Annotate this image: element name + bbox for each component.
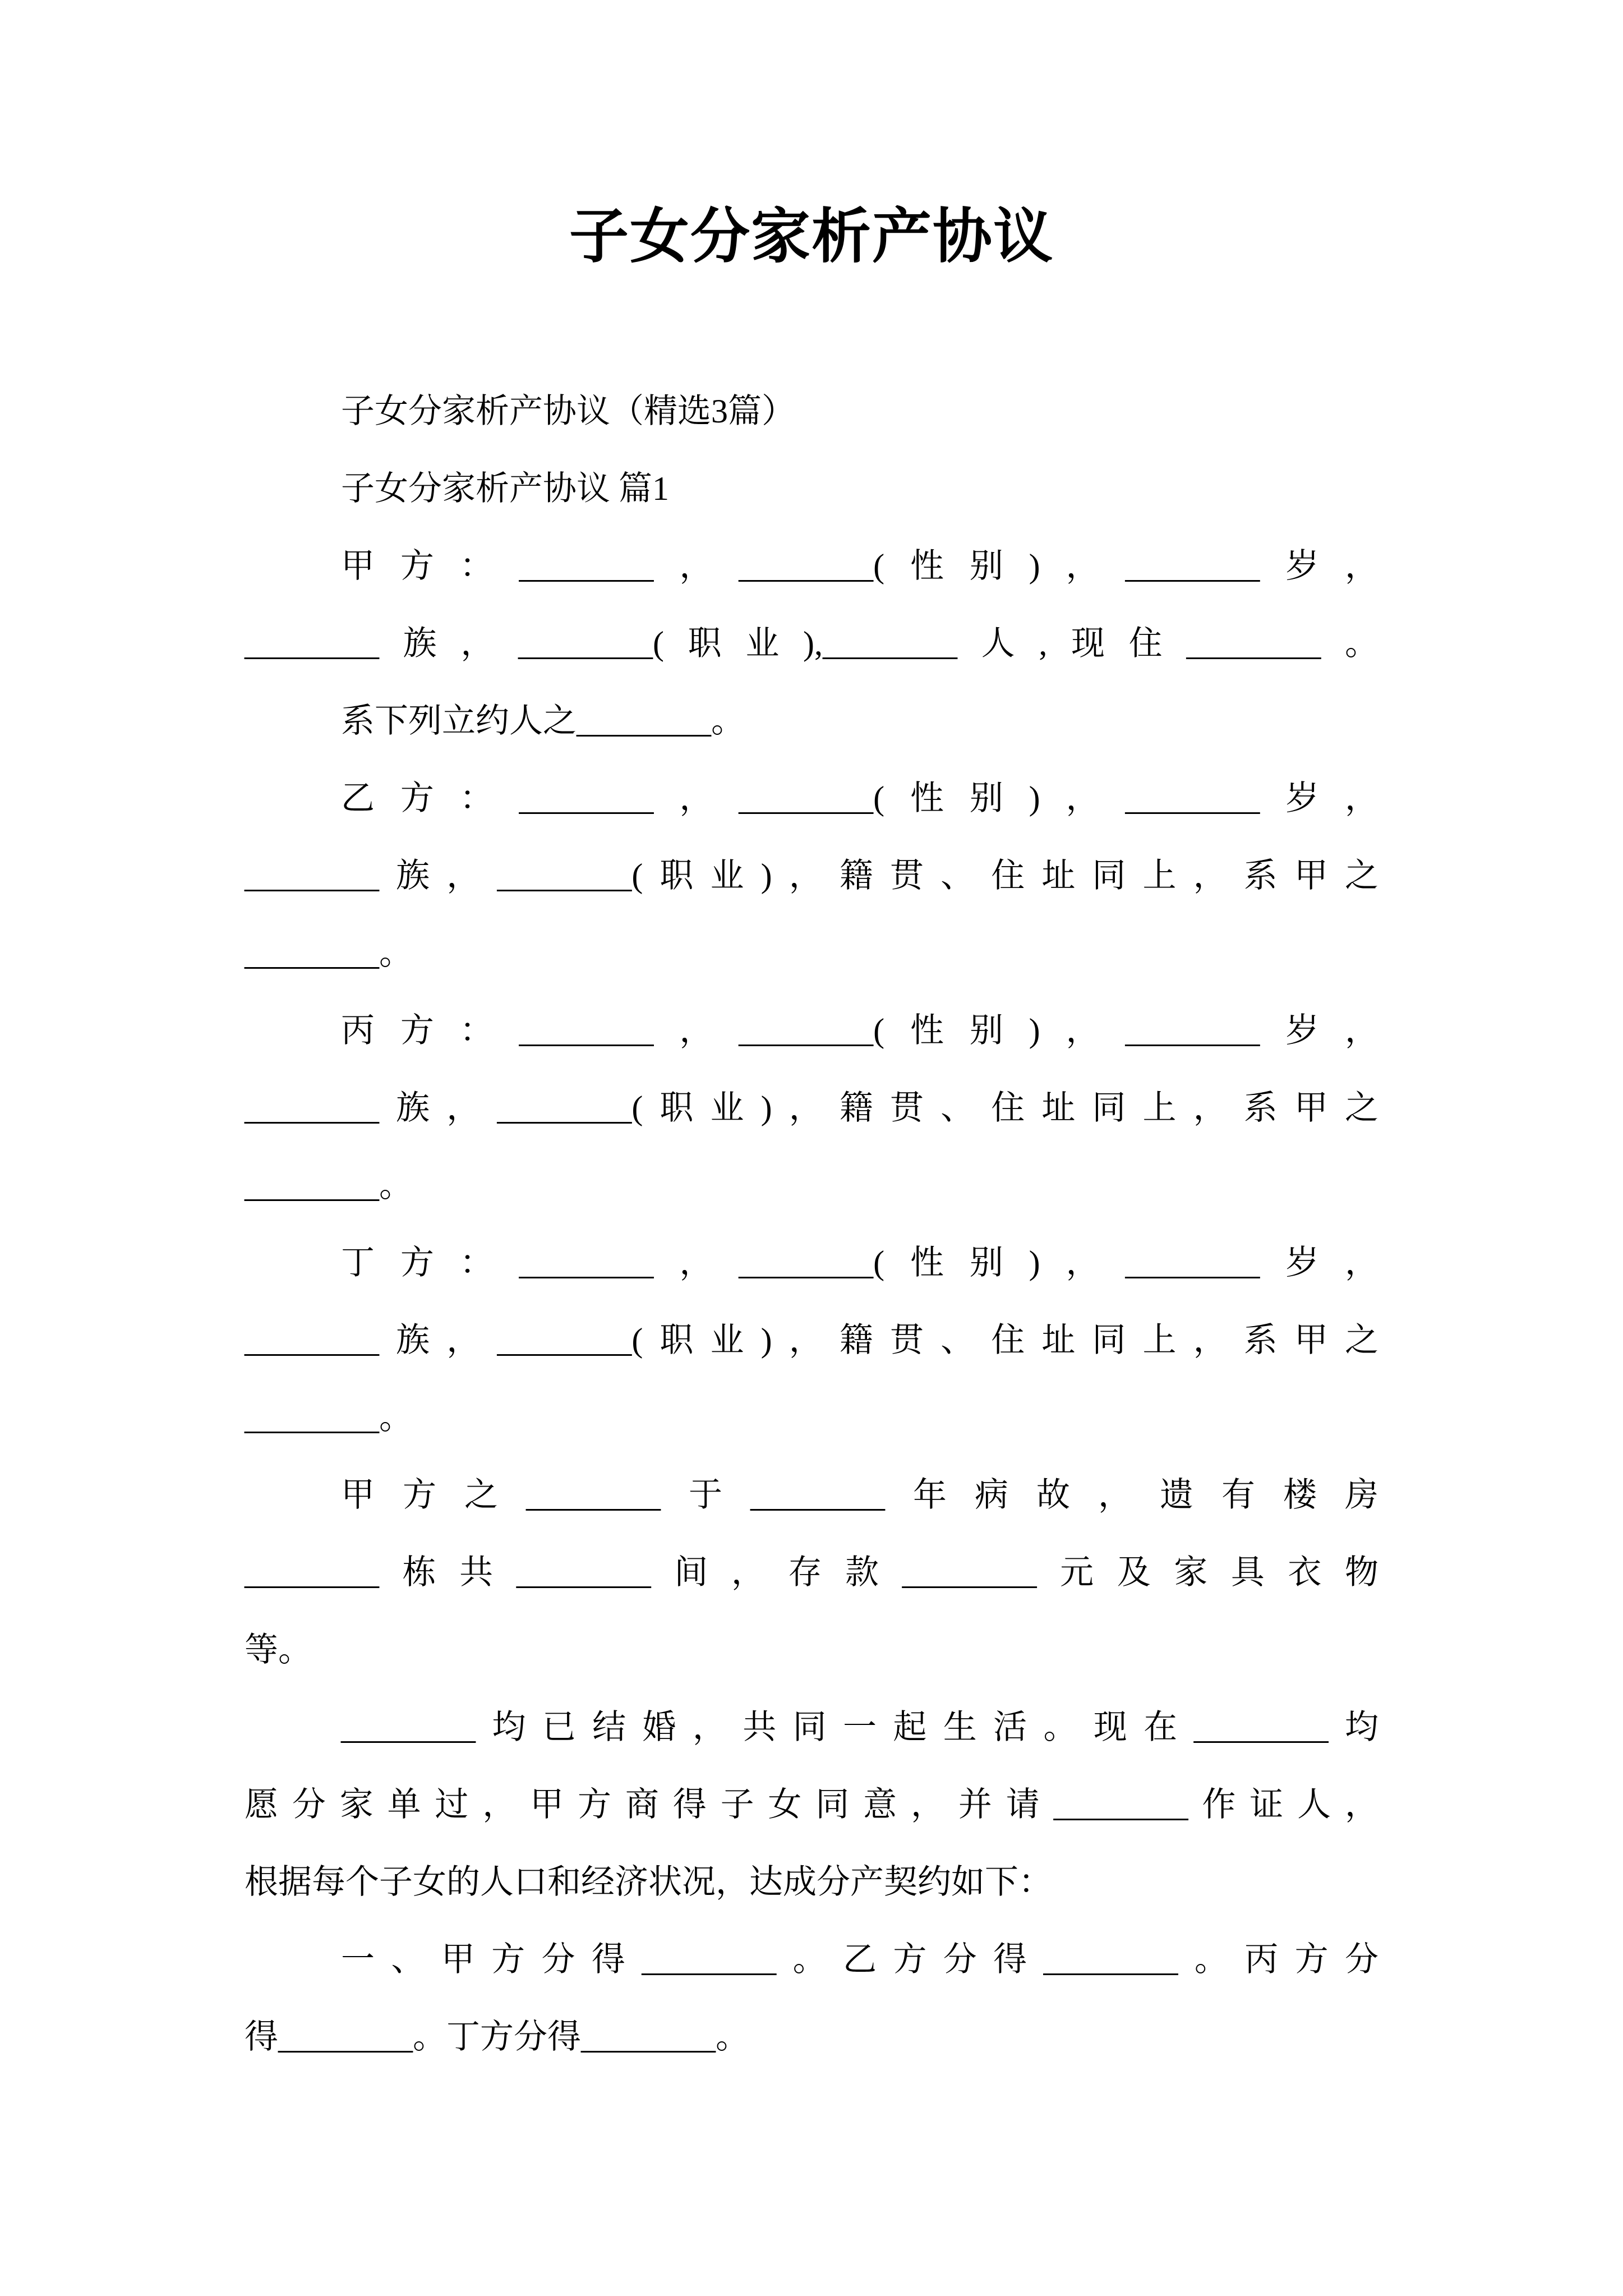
document-line: 等。 (245, 1631, 312, 1668)
document-line: 丁方：________，________(性别)，________岁， (341, 1244, 1378, 1281)
document-line: ________族，________(职业)，籍贯、住址同上，系甲之 (245, 1089, 1378, 1126)
document-line: 一、甲方分得________。乙方分得________。丙方分 (341, 1941, 1378, 1978)
document-line: ________。 (245, 1167, 413, 1204)
document-line: ________。 (245, 935, 413, 972)
document-content (0, 190, 1623, 2076)
document-line: ________族，________(职业)，籍贯、住址同上，系甲之 (245, 1322, 1378, 1359)
document-line: 子女分家析产协议（精选3篇） (341, 393, 795, 430)
document-line: 得________。丁方分得________。 (245, 2018, 749, 2055)
document-line: ________族，________(职业),________人,现住________。 (245, 625, 1378, 662)
document-line: 愿分家单过，甲方商得子女同意，并请________作证人， (245, 1786, 1378, 1823)
document-line: ________均已结婚，共同一起生活。现在________均 (341, 1709, 1378, 1746)
document-title: 子女分家析产协议 (569, 204, 1054, 270)
document-line: ________族，________(职业)，籍贯、住址同上，系甲之 (245, 857, 1378, 894)
document-line: 甲方：________，________(性别)，________岁， (341, 547, 1378, 585)
document-line: ________栋共________间，存款________元及家具衣物 (245, 1554, 1378, 1591)
document-line: 根据每个子女的人口和经济状况，达成分产契约如下： (245, 1864, 1052, 1901)
document-line: 乙方：________，________(性别)，________岁， (341, 780, 1378, 817)
document-line: 丙方：________，________(性别)，________岁， (341, 1012, 1378, 1049)
document-line: 系下列立约人之________。 (341, 702, 745, 739)
document-line: 子女分家析产协议 篇1 (341, 470, 669, 507)
document-line: 甲方之________于________年病故，遗有楼房 (341, 1476, 1378, 1513)
document-line: ________。 (245, 1399, 413, 1436)
document-body (245, 372, 1378, 2076)
